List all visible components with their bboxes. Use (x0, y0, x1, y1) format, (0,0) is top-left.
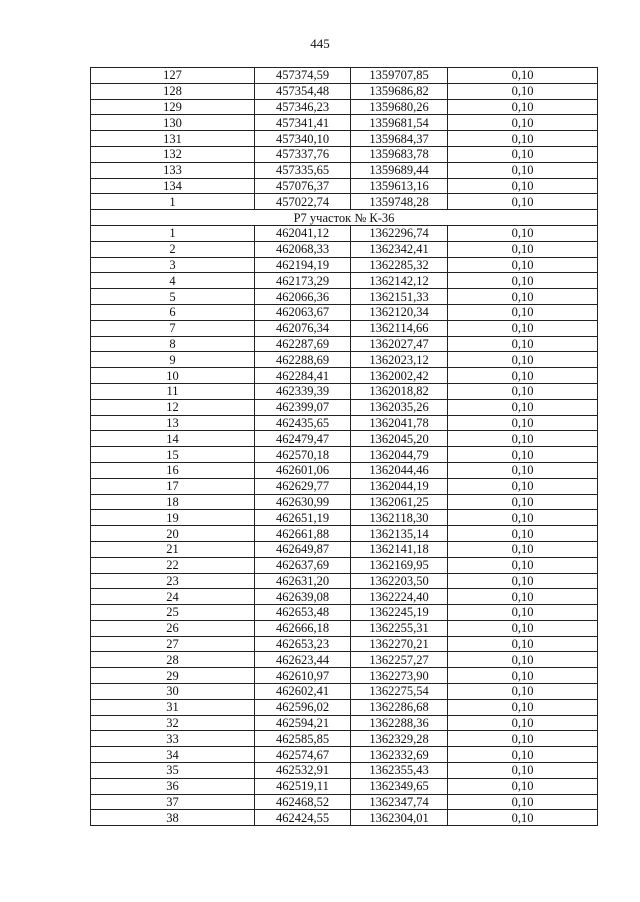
accuracy-cell: 0,10 (448, 178, 598, 194)
point-number-cell: 13 (91, 415, 255, 431)
x-coordinate-cell: 462602,41 (255, 684, 351, 700)
table-row (91, 115, 598, 131)
y-coordinate-cell: 1362285,32 (351, 257, 448, 273)
table-row (91, 431, 598, 447)
y-coordinate-cell: 1362275,54 (351, 684, 448, 700)
y-coordinate-cell: 1362304,01 (351, 810, 448, 826)
table-row (91, 494, 598, 510)
accuracy-cell: 0,10 (448, 510, 598, 526)
x-coordinate-cell: 457374,59 (255, 68, 351, 84)
y-coordinate-cell: 1359683,78 (351, 146, 448, 162)
y-coordinate-cell: 1362273,90 (351, 668, 448, 684)
table-row (91, 336, 598, 352)
point-number-cell: 1 (91, 194, 255, 210)
accuracy-cell: 0,10 (448, 636, 598, 652)
point-number-cell: 21 (91, 541, 255, 557)
y-coordinate-cell: 1362270,21 (351, 636, 448, 652)
point-number-cell: 131 (91, 131, 255, 147)
table-row (91, 731, 598, 747)
accuracy-cell: 0,10 (448, 763, 598, 779)
x-coordinate-cell: 457340,10 (255, 131, 351, 147)
x-coordinate-cell: 462041,12 (255, 225, 351, 241)
table-row (91, 257, 598, 273)
table-row (91, 447, 598, 463)
accuracy-cell: 0,10 (448, 289, 598, 305)
table-row (91, 810, 598, 826)
accuracy-cell: 0,10 (448, 573, 598, 589)
x-coordinate-cell: 462574,67 (255, 747, 351, 763)
x-coordinate-cell: 462479,47 (255, 431, 351, 447)
x-coordinate-cell: 462610,97 (255, 668, 351, 684)
table-row (91, 383, 598, 399)
point-number-cell: 5 (91, 289, 255, 305)
x-coordinate-cell: 462076,34 (255, 320, 351, 336)
y-coordinate-cell: 1362044,46 (351, 462, 448, 478)
x-coordinate-cell: 462585,85 (255, 731, 351, 747)
table-row (91, 541, 598, 557)
x-coordinate-cell: 462570,18 (255, 447, 351, 463)
y-coordinate-cell: 1362114,66 (351, 320, 448, 336)
accuracy-cell: 0,10 (448, 225, 598, 241)
accuracy-cell: 0,10 (448, 652, 598, 668)
accuracy-cell: 0,10 (448, 731, 598, 747)
accuracy-cell: 0,10 (448, 447, 598, 463)
accuracy-cell: 0,10 (448, 810, 598, 826)
table-row (91, 304, 598, 320)
y-coordinate-cell: 1362044,19 (351, 478, 448, 494)
accuracy-cell: 0,10 (448, 146, 598, 162)
y-coordinate-cell: 1362018,82 (351, 383, 448, 399)
y-coordinate-cell: 1362349,65 (351, 778, 448, 794)
accuracy-cell: 0,10 (448, 684, 598, 700)
x-coordinate-cell: 462594,21 (255, 715, 351, 731)
x-coordinate-cell: 462653,48 (255, 605, 351, 621)
point-number-cell: 7 (91, 320, 255, 336)
accuracy-cell: 0,10 (448, 668, 598, 684)
x-coordinate-cell: 462284,41 (255, 368, 351, 384)
table-row (91, 478, 598, 494)
accuracy-cell: 0,10 (448, 494, 598, 510)
point-number-cell: 16 (91, 462, 255, 478)
y-coordinate-cell: 1362045,20 (351, 431, 448, 447)
accuracy-cell: 0,10 (448, 699, 598, 715)
y-coordinate-cell: 1362041,78 (351, 415, 448, 431)
point-number-cell: 4 (91, 273, 255, 289)
point-number-cell: 19 (91, 510, 255, 526)
point-number-cell: 15 (91, 447, 255, 463)
accuracy-cell: 0,10 (448, 68, 598, 84)
point-number-cell: 30 (91, 684, 255, 700)
point-number-cell: 27 (91, 636, 255, 652)
point-number-cell: 35 (91, 763, 255, 779)
table-row (91, 194, 598, 210)
accuracy-cell: 0,10 (448, 462, 598, 478)
table-row (91, 320, 598, 336)
y-coordinate-cell: 1359684,37 (351, 131, 448, 147)
point-number-cell: 34 (91, 747, 255, 763)
table-row (91, 368, 598, 384)
page-number: 445 (310, 36, 330, 51)
y-coordinate-cell: 1362288,36 (351, 715, 448, 731)
x-coordinate-cell: 457335,65 (255, 162, 351, 178)
table-row (91, 763, 598, 779)
table-row (91, 131, 598, 147)
point-number-cell: 37 (91, 794, 255, 810)
y-coordinate-cell: 1362061,25 (351, 494, 448, 510)
accuracy-cell: 0,10 (448, 304, 598, 320)
y-coordinate-cell: 1362245,19 (351, 605, 448, 621)
table-row (91, 794, 598, 810)
table-row (91, 589, 598, 605)
y-coordinate-cell: 1359680,26 (351, 99, 448, 115)
y-coordinate-cell: 1362002,42 (351, 368, 448, 384)
x-coordinate-cell: 462637,69 (255, 557, 351, 573)
y-coordinate-cell: 1362286,68 (351, 699, 448, 715)
point-number-cell: 127 (91, 68, 255, 84)
x-coordinate-cell: 462532,91 (255, 763, 351, 779)
table-row (91, 83, 598, 99)
table-row (91, 146, 598, 162)
x-coordinate-cell: 462623,44 (255, 652, 351, 668)
x-coordinate-cell: 462649,87 (255, 541, 351, 557)
x-coordinate-cell: 462287,69 (255, 336, 351, 352)
accuracy-cell: 0,10 (448, 415, 598, 431)
table-row (91, 399, 598, 415)
table-row (91, 668, 598, 684)
x-coordinate-cell: 462173,29 (255, 273, 351, 289)
y-coordinate-cell: 1359681,54 (351, 115, 448, 131)
accuracy-cell: 0,10 (448, 352, 598, 368)
table-row (91, 510, 598, 526)
table-row (91, 652, 598, 668)
x-coordinate-cell: 462194,19 (255, 257, 351, 273)
x-coordinate-cell: 462399,07 (255, 399, 351, 415)
point-number-cell: 26 (91, 620, 255, 636)
point-number-cell: 24 (91, 589, 255, 605)
table-row (91, 225, 598, 241)
x-coordinate-cell: 457346,23 (255, 99, 351, 115)
x-coordinate-cell: 457354,48 (255, 83, 351, 99)
y-coordinate-cell: 1362347,74 (351, 794, 448, 810)
table-row (91, 715, 598, 731)
y-coordinate-cell: 1362296,74 (351, 225, 448, 241)
y-coordinate-cell: 1362329,28 (351, 731, 448, 747)
accuracy-cell: 0,10 (448, 431, 598, 447)
point-number-cell: 18 (91, 494, 255, 510)
accuracy-cell: 0,10 (448, 336, 598, 352)
point-number-cell: 31 (91, 699, 255, 715)
y-coordinate-cell: 1362118,30 (351, 510, 448, 526)
point-number-cell: 134 (91, 178, 255, 194)
x-coordinate-cell: 462519,11 (255, 778, 351, 794)
x-coordinate-cell: 457076,37 (255, 178, 351, 194)
table-row (91, 241, 598, 257)
accuracy-cell: 0,10 (448, 257, 598, 273)
y-coordinate-cell: 1362135,14 (351, 526, 448, 542)
y-coordinate-cell: 1359748,28 (351, 194, 448, 210)
y-coordinate-cell: 1362141,18 (351, 541, 448, 557)
y-coordinate-cell: 1362142,12 (351, 273, 448, 289)
x-coordinate-cell: 457341,41 (255, 115, 351, 131)
y-coordinate-cell: 1359613,16 (351, 178, 448, 194)
x-coordinate-cell: 462639,08 (255, 589, 351, 605)
accuracy-cell: 0,10 (448, 557, 598, 573)
accuracy-cell: 0,10 (448, 747, 598, 763)
x-coordinate-cell: 462424,55 (255, 810, 351, 826)
accuracy-cell: 0,10 (448, 589, 598, 605)
x-coordinate-cell: 462666,18 (255, 620, 351, 636)
x-coordinate-cell: 462630,99 (255, 494, 351, 510)
table-row (91, 289, 598, 305)
point-number-cell: 3 (91, 257, 255, 273)
table-row (91, 99, 598, 115)
point-number-cell: 128 (91, 83, 255, 99)
table-row (91, 557, 598, 573)
y-coordinate-cell: 1359689,44 (351, 162, 448, 178)
accuracy-cell: 0,10 (448, 541, 598, 557)
y-coordinate-cell: 1362342,41 (351, 241, 448, 257)
accuracy-cell: 0,10 (448, 273, 598, 289)
y-coordinate-cell: 1362169,95 (351, 557, 448, 573)
section-title: Р7 участок № К-36 (91, 210, 598, 226)
x-coordinate-cell: 457022,74 (255, 194, 351, 210)
accuracy-cell: 0,10 (448, 131, 598, 147)
x-coordinate-cell: 462661,88 (255, 526, 351, 542)
table-row (91, 352, 598, 368)
table-row (91, 68, 598, 84)
accuracy-cell: 0,10 (448, 368, 598, 384)
x-coordinate-cell: 462468,52 (255, 794, 351, 810)
y-coordinate-cell: 1362224,40 (351, 589, 448, 605)
accuracy-cell: 0,10 (448, 383, 598, 399)
x-coordinate-cell: 462339,39 (255, 383, 351, 399)
accuracy-cell: 0,10 (448, 162, 598, 178)
y-coordinate-cell: 1362257,27 (351, 652, 448, 668)
point-number-cell: 12 (91, 399, 255, 415)
table-row (91, 573, 598, 589)
accuracy-cell: 0,10 (448, 115, 598, 131)
point-number-cell: 129 (91, 99, 255, 115)
y-coordinate-cell: 1359686,82 (351, 83, 448, 99)
coordinates-table (90, 67, 598, 826)
point-number-cell: 11 (91, 383, 255, 399)
y-coordinate-cell: 1362355,43 (351, 763, 448, 779)
point-number-cell: 22 (91, 557, 255, 573)
point-number-cell: 23 (91, 573, 255, 589)
point-number-cell: 1 (91, 225, 255, 241)
accuracy-cell: 0,10 (448, 778, 598, 794)
accuracy-cell: 0,10 (448, 620, 598, 636)
point-number-cell: 36 (91, 778, 255, 794)
accuracy-cell: 0,10 (448, 83, 598, 99)
table-row (91, 699, 598, 715)
x-coordinate-cell: 462629,77 (255, 478, 351, 494)
table-row (91, 526, 598, 542)
x-coordinate-cell: 457337,76 (255, 146, 351, 162)
point-number-cell: 130 (91, 115, 255, 131)
table-row (91, 178, 598, 194)
accuracy-cell: 0,10 (448, 320, 598, 336)
point-number-cell: 33 (91, 731, 255, 747)
point-number-cell: 6 (91, 304, 255, 320)
accuracy-cell: 0,10 (448, 526, 598, 542)
table-row (91, 415, 598, 431)
accuracy-cell: 0,10 (448, 478, 598, 494)
y-coordinate-cell: 1362151,33 (351, 289, 448, 305)
x-coordinate-cell: 462068,33 (255, 241, 351, 257)
point-number-cell: 14 (91, 431, 255, 447)
accuracy-cell: 0,10 (448, 194, 598, 210)
y-coordinate-cell: 1359707,85 (351, 68, 448, 84)
x-coordinate-cell: 462063,67 (255, 304, 351, 320)
table-row (91, 462, 598, 478)
y-coordinate-cell: 1362203,50 (351, 573, 448, 589)
x-coordinate-cell: 462653,23 (255, 636, 351, 652)
x-coordinate-cell: 462288,69 (255, 352, 351, 368)
point-number-cell: 17 (91, 478, 255, 494)
y-coordinate-cell: 1362023,12 (351, 352, 448, 368)
accuracy-cell: 0,10 (448, 399, 598, 415)
point-number-cell: 10 (91, 368, 255, 384)
point-number-cell: 32 (91, 715, 255, 731)
y-coordinate-cell: 1362044,79 (351, 447, 448, 463)
x-coordinate-cell: 462631,20 (255, 573, 351, 589)
point-number-cell: 38 (91, 810, 255, 826)
point-number-cell: 9 (91, 352, 255, 368)
table-row (91, 605, 598, 621)
point-number-cell: 25 (91, 605, 255, 621)
accuracy-cell: 0,10 (448, 794, 598, 810)
y-coordinate-cell: 1362255,31 (351, 620, 448, 636)
y-coordinate-cell: 1362332,69 (351, 747, 448, 763)
point-number-cell: 20 (91, 526, 255, 542)
y-coordinate-cell: 1362035,26 (351, 399, 448, 415)
x-coordinate-cell: 462435,65 (255, 415, 351, 431)
accuracy-cell: 0,10 (448, 715, 598, 731)
accuracy-cell: 0,10 (448, 241, 598, 257)
table-row (91, 620, 598, 636)
x-coordinate-cell: 462601,06 (255, 462, 351, 478)
point-number-cell: 2 (91, 241, 255, 257)
y-coordinate-cell: 1362027,47 (351, 336, 448, 352)
table-row (91, 778, 598, 794)
table-row (91, 162, 598, 178)
point-number-cell: 132 (91, 146, 255, 162)
point-number-cell: 133 (91, 162, 255, 178)
accuracy-cell: 0,10 (448, 99, 598, 115)
point-number-cell: 28 (91, 652, 255, 668)
table-row (91, 273, 598, 289)
table-row (91, 636, 598, 652)
table-row (91, 684, 598, 700)
coordinates-table-body (91, 68, 598, 826)
x-coordinate-cell: 462066,36 (255, 289, 351, 305)
section-row (91, 210, 598, 226)
table-row (91, 747, 598, 763)
y-coordinate-cell: 1362120,34 (351, 304, 448, 320)
accuracy-cell: 0,10 (448, 605, 598, 621)
point-number-cell: 8 (91, 336, 255, 352)
point-number-cell: 29 (91, 668, 255, 684)
x-coordinate-cell: 462596,02 (255, 699, 351, 715)
x-coordinate-cell: 462651,19 (255, 510, 351, 526)
